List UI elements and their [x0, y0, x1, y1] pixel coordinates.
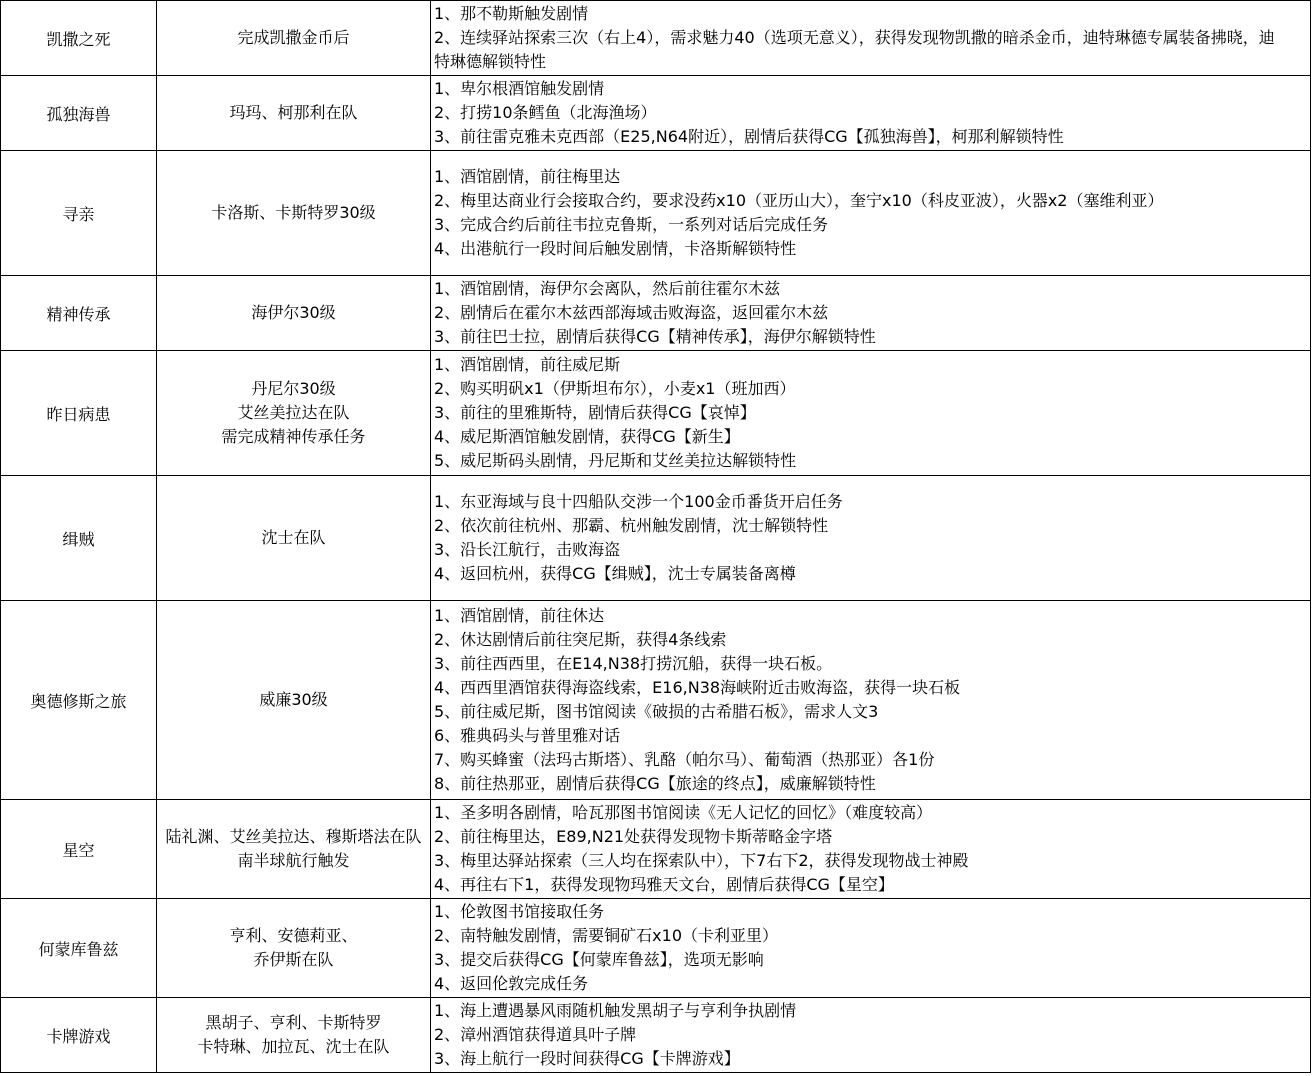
quest-condition: 丹尼尔30级 [251, 379, 336, 398]
quest-condition-cell [157, 998, 431, 1073]
table-row [1, 476, 1311, 601]
quest-steps-cell [431, 601, 1311, 800]
quest-name: 缉贼 [62, 529, 95, 549]
quest-step: 5、威尼斯码头剧情，丹尼斯和艾丝美拉达解锁特性 [434, 451, 797, 470]
quest-step: 1、酒馆剧情，前往梅里达 [434, 167, 621, 186]
quest-step: 4、出港航行一段时间后触发剧情，卡洛斯解锁特性 [434, 239, 797, 258]
quest-steps-cell [431, 476, 1311, 601]
table-row [1, 151, 1311, 276]
quest-name-cell [1, 351, 157, 476]
table-row [1, 800, 1311, 899]
quest-condition-cell [157, 476, 431, 601]
quest-step: 3、沿长江航行，击败海盗 [434, 540, 621, 559]
quest-condition: 卡特琳、加拉瓦、沈士在队 [197, 1037, 390, 1056]
quest-step: 特琳德解锁特性 [434, 52, 547, 71]
quest-step: 3、梅里达驿站探索（三人均在探索队中），下7右下2，获得发现物战士神殿 [434, 851, 969, 870]
quest-step: 3、前往雷克雅未克西部（E25,N64附近），剧情后获得CG【孤独海兽】，柯那利解锁特性 [434, 127, 1064, 146]
quest-step: 8、前往热那亚，剧情后获得CG【旅途的终点】，威廉解锁特性 [434, 774, 876, 793]
quest-condition: 完成凯撒金币后 [237, 28, 350, 47]
quest-condition: 卡洛斯、卡斯特罗30级 [211, 203, 376, 222]
quest-name-cell [1, 899, 157, 998]
quest-condition-cell [157, 76, 431, 151]
table-row [1, 998, 1311, 1073]
quest-step: 3、前往西西里，在E14,N38打捞沉船，获得一块石板。 [434, 654, 833, 673]
table-row [1, 76, 1311, 151]
quest-condition: 沈士在队 [261, 528, 326, 547]
quest-step: 4、西西里酒馆获得海盗线索，E16,N38海峡附近击败海盗，获得一块石板 [434, 678, 961, 697]
quest-step: 2、南特触发剧情，需要铜矿石x10（卡利亚里） [434, 926, 779, 945]
quest-step: 4、返回杭州，获得CG【缉贼】，沈士专属装备离樽 [434, 564, 796, 583]
quest-step: 3、完成合约后前往韦拉克鲁斯，一系列对话后完成任务 [434, 215, 829, 234]
quest-step: 1、伦敦图书馆接取任务 [434, 902, 605, 921]
quest-step: 2、购买明矾x1（伊斯坦布尔），小麦x1（班加西） [434, 379, 796, 398]
quest-condition: 乔伊斯在队 [253, 950, 334, 969]
quest-steps-cell [431, 151, 1311, 276]
quest-name: 寻亲 [62, 204, 95, 224]
quest-steps-cell [431, 76, 1311, 151]
quest-condition-cell [157, 276, 431, 351]
quest-condition-cell [157, 800, 431, 899]
quest-step: 2、漳州酒馆获得道具叶子牌 [434, 1025, 637, 1044]
quest-name-cell [1, 476, 157, 601]
quest-step: 1、酒馆剧情，前往威尼斯 [434, 355, 621, 374]
quest-step: 3、前往的里雅斯特，剧情后获得CG【哀悼】 [434, 403, 756, 422]
quest-steps-cell [431, 899, 1311, 998]
quest-name-cell [1, 151, 157, 276]
quest-condition: 亨利、安德莉亚、 [229, 926, 358, 945]
quest-step: 2、前往梅里达，E89,N21处获得发现物卡斯蒂略金字塔 [434, 827, 833, 846]
quest-condition: 海伊尔30级 [251, 303, 336, 322]
table-row [1, 899, 1311, 998]
quest-name: 奥德修斯之旅 [30, 691, 127, 711]
quest-name: 星空 [62, 840, 95, 860]
quest-condition-cell [157, 899, 431, 998]
quest-condition: 南半球航行触发 [237, 851, 350, 870]
quest-name-cell [1, 76, 157, 151]
quest-name-cell [1, 1, 157, 76]
quest-condition-cell [157, 351, 431, 476]
quest-condition-cell [157, 1, 431, 76]
quest-step: 3、前往巴士拉，剧情后获得CG【精神传承】，海伊尔解锁特性 [434, 327, 876, 346]
quest-step: 1、那不勒斯触发剧情 [434, 4, 589, 23]
quest-name-cell [1, 276, 157, 351]
quest-name: 凯撒之死 [46, 29, 111, 49]
quest-step: 4、再往右下1，获得发现物玛雅天文台，剧情后获得CG【星空】 [434, 875, 894, 894]
quest-step: 7、购买蜂蜜（法玛古斯塔）、乳酪（帕尔马）、葡萄酒（热那亚）各1份 [434, 750, 935, 769]
quest-step: 2、连续驿站探索三次（右上4），需求魅力40（选项无意义），获得发现物凯撒的暗杀金币，迪特琳德专属装备拂晓，迪 [434, 28, 1275, 47]
quest-step: 1、酒馆剧情，前往休达 [434, 606, 605, 625]
quest-table-body [1, 1, 1311, 1073]
quest-step: 1、卑尔根酒馆触发剧情 [434, 79, 605, 98]
quest-name-cell [1, 601, 157, 800]
quest-condition: 威廉30级 [259, 690, 328, 709]
table-row [1, 351, 1311, 476]
quest-step: 4、威尼斯酒馆触发剧情，获得CG【新生】 [434, 427, 740, 446]
quest-name-cell [1, 800, 157, 899]
quest-step: 1、酒馆剧情，海伊尔会离队，然后前往霍尔木兹 [434, 279, 781, 298]
quest-condition: 艾丝美拉达在队 [237, 403, 350, 422]
quest-step: 1、东亚海域与良十四船队交涉一个100金币番货开启任务 [434, 492, 843, 511]
quest-step: 2、休达剧情后前往突尼斯，获得4条线索 [434, 630, 727, 649]
quest-condition: 黑胡子、亨利、卡斯特罗 [205, 1013, 382, 1032]
quest-steps-cell [431, 276, 1311, 351]
quest-name: 孤独海兽 [46, 104, 111, 124]
quest-steps-cell [431, 800, 1311, 899]
quest-step: 5、前往威尼斯，图书馆阅读《破损的古希腊石板》，需求人文3 [434, 702, 879, 721]
quest-step: 3、提交后获得CG【何蒙库鲁兹】，选项无影响 [434, 950, 764, 969]
quest-condition: 需完成精神传承任务 [221, 427, 366, 446]
quest-steps-cell [431, 1, 1311, 76]
quest-steps-cell [431, 998, 1311, 1073]
quest-name: 卡牌游戏 [46, 1026, 111, 1046]
quest-step: 1、圣多明各剧情，哈瓦那图书馆阅读《无人记忆的回忆》（难度较高） [434, 803, 933, 822]
quest-condition: 玛玛、柯那利在队 [229, 103, 358, 122]
table-row [1, 601, 1311, 800]
quest-step: 2、梅里达商业行会接取合约，要求没药x10（亚历山大），奎宁x10（科皮亚波），火器x2（塞维利亚） [434, 191, 1164, 210]
quest-step: 3、海上航行一段时间获得CG【卡牌游戏】 [434, 1049, 740, 1068]
quest-step: 2、打捞10条鳕鱼（北海渔场） [434, 103, 657, 122]
table-row [1, 1, 1311, 76]
quest-step: 6、雅典码头与普里雅对话 [434, 726, 621, 745]
quest-step: 1、海上遭遇暴风雨随机触发黑胡子与亨利争执剧情 [434, 1001, 797, 1020]
quest-step: 2、剧情后在霍尔木兹西部海域击败海盗，返回霍尔木兹 [434, 303, 829, 322]
quest-name: 何蒙库鲁兹 [38, 939, 119, 959]
quest-condition: 陆礼渊、艾丝美拉达、穆斯塔法在队 [165, 827, 422, 846]
table-row [1, 276, 1311, 351]
quest-steps-cell [431, 351, 1311, 476]
quest-step: 4、返回伦敦完成任务 [434, 974, 589, 993]
quest-name-cell [1, 998, 157, 1073]
quest-condition-cell [157, 151, 431, 276]
quest-condition-cell [157, 601, 431, 800]
quest-name: 昨日病患 [46, 404, 111, 424]
quest-name: 精神传承 [46, 304, 111, 324]
quest-step: 2、依次前往杭州、那霸、杭州触发剧情，沈士解锁特性 [434, 516, 829, 535]
